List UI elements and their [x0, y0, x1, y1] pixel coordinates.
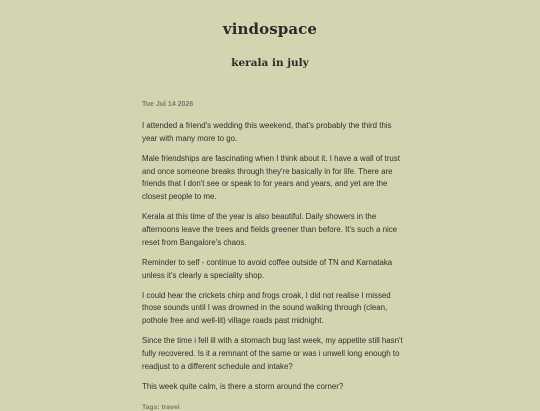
site-title-link[interactable]: vindospace	[222, 20, 318, 38]
post-tags	[142, 404, 404, 411]
post-paragraph: Since the time i fell ill with a stomach bug last week, my appetite still hasn't fully recovered. Is it a remnant of the same or was i unwell long enough to readjust to a different schedule and intake?	[142, 336, 403, 371]
tag-link-travel[interactable]: travel	[161, 403, 180, 411]
post-content	[142, 100, 404, 411]
post-title: kerala in july	[231, 57, 309, 69]
post-paragraph: This week quite calm, is there a storm around the corner?	[142, 381, 344, 391]
post-paragraph: Reminder to self - continue to avoid coffee outside of TN and Karnataka unless it's clearly a speciality shop.	[142, 257, 393, 280]
post-paragraph: I attended a friend's wedding this weekend, that's probably the third this year with many more to go.	[142, 121, 392, 143]
post-paragraph: I could hear the crickets chirp and frogs croak, I did not realise I missed those sounds until I was drowned in the sound walking through (clean, pothole free and well-lit) village roads past midnight.	[142, 290, 391, 326]
post-paragraph: Kerala at this time of the year is also beautiful. Daily showers in the afternoons leave the trees and fields greener than before. It's such a nice reset from Bangalore's chaos.	[142, 212, 398, 247]
post-paragraph: Male friendships are fascinating when I think about it. I have a wall of trust and once someone breaks through they're basically in for life. There are friends that I don't see or speak to for years and years, and yet are the closest people to me.	[142, 153, 400, 202]
post-date: Tue Jul 14 2026	[142, 101, 194, 108]
tags-label: Tags:	[142, 403, 160, 411]
